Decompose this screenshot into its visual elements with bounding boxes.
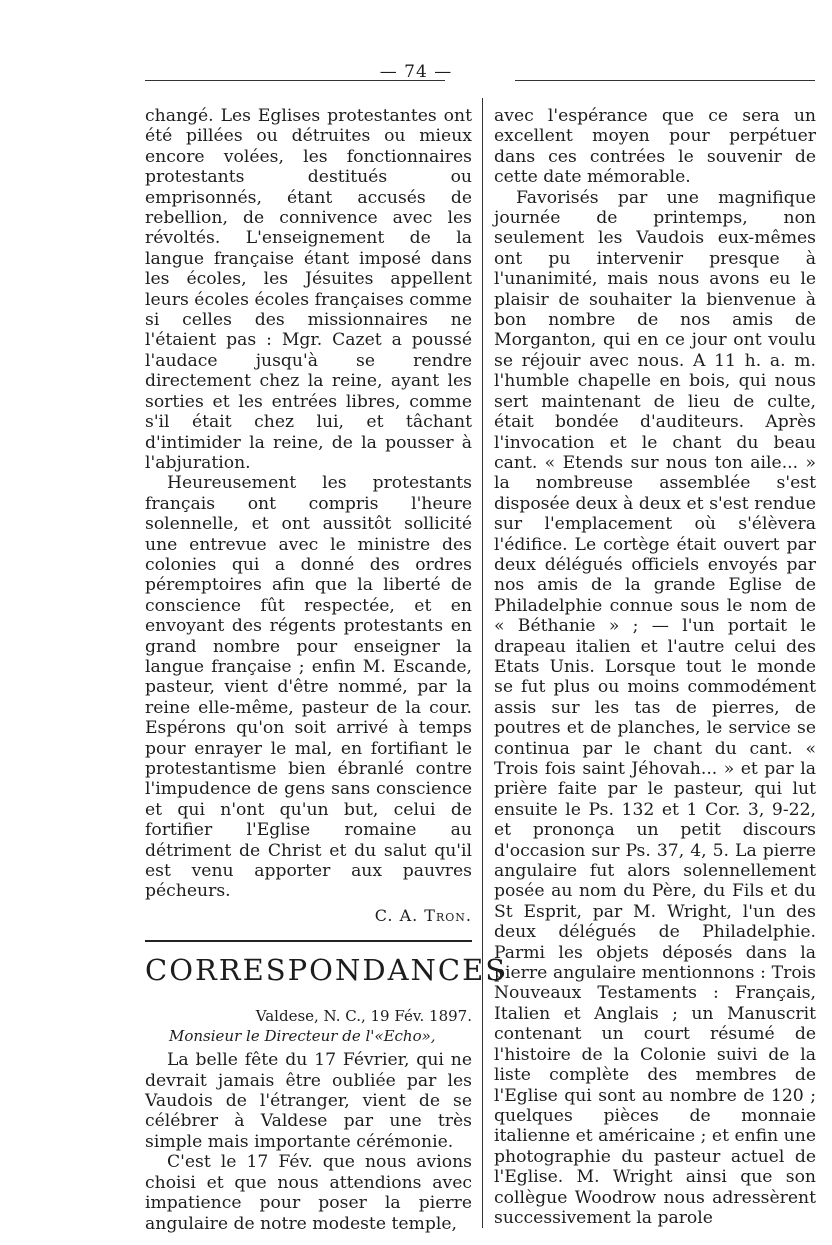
section-rule <box>145 940 472 942</box>
letter-paragraph: La belle fête du 17 Février, qui ne devrait jamais être oubliée par les Vaudois de l'étranger, vient de se célébrer à Valdese par une très simple mais importante cérémonie. <box>145 1050 472 1152</box>
right-column <box>494 106 816 1228</box>
article-signature: C. A. Tron. <box>374 905 472 925</box>
header-rule-left <box>145 80 445 81</box>
letter-paragraph: avec l'espérance que ce sera un excellent moyen pour perpétuer dans ces contrées le souvenir de cette date mémorable. <box>494 106 816 188</box>
left-column <box>145 106 508 1234</box>
letter-dateline: Valdese, N. C., 19 Fév. 1897. <box>255 1007 472 1026</box>
article-paragraph: Heureusement les protestants français ont compris l'heure solennelle, et ont aussitôt sollicité une entrevue avec le ministre des colonies qui a donné des ordres péremptoires afin que la liberté de conscience fût respectée, et en envoyant des régents protestants en grand nombre pour enseigner la langue française ; enfin M. Escande, pasteur, vient d'être nommé, par la reine elle-même, pasteur de la cour. Espérons qu'on soit arrivé à temps pour enrayer le mal, en fortifiant le protestantisme bien ébranlé contre l'impudence de gens sans conscience et qui n'ont qu'un but, celui de fortifier l'Eglise romaine au détriment de Christ et du salut qu'il est venu apporter aux pauvres pécheurs. <box>145 473 472 902</box>
header-rule-right <box>515 80 815 81</box>
letter-paragraph: Favorisés par une magnifique journée de printemps, non seulement les Vaudois eux-mêmes ont pu intervenir presque à l'unanimité, mais nous avons eu le plaisir de souhaiter la bienvenue à bon nombre de nos amis de Morganton, qui en ce jour ont voulu se réjouir avec nous. A 11 h. a. m. l'humble chapelle en bois, qui nous sert maintenant de lieu de culte, était bondée d'auditeurs. Après l'invocation et le chant du beau cant. « Etends sur nous ton aile... » la nombreuse assemblée s'est disposée deux à deux et s'est rendue sur l'emplacement où s'élèvera l'édifice. Le cortège était ouvert par deux délégués officiels envoyés par nos amis de la grande Eglise de Philadelphie connue sous le nom de « Béthanie » ; — l'un portait le drapeau italien et l'autre celui des Etats Unis. Lorsque tout le monde se fut plus ou moins commodément assis sur les tas de pierres, de poutres et de planches, le service se continua par le chant du cant. « Trois fois saint Jéhovah... » et par la prière faite par le pasteur, qui lut ensuite le Ps. 132 et 1 Cor. 3, 9-22, et prononça un petit discours d'occasion sur Ps. 37, 4, 5. La pierre angulaire fut alors solennellement posée au nom du Père, du Fils et du St Esprit, par M. Wright, l'un des deux délégués de Philadelphie. Parmi les objets déposés dans la pierre angulaire mentionnons : Trois Nouveaux Testaments : Français, Italien et Anglais ; un Manuscrit contenant un court résumé de l'histoire de la Colonie suivi de la liste complète des membres de l'Eglise qui sont au nombre de 120 ; quelques pièces de monnaie italienne et américaine ; et enfin une photographie du pasteur actuel de l'Eglise. M. Wright ainsi que son collègue Woodrow nous adressèrent successivement la parole <box>494 187 816 1228</box>
section-title: CORRESPONDANCES <box>145 953 508 988</box>
article-paragraph: changé. Les Eglises protestantes ont été pillées ou détruites ou mieux encore volées, les fonctionnaires protestants destitués ou emprisonnés, étant accusés de rebellion, de connivence avec les révoltés. L'enseignement de la langue française étant imposé dans les écoles, les Jésuites appellent leurs écoles écoles françaises comme si celles des missionnaires ne l'étaient pas : Mgr. Cazet a poussé l'audace jusqu'à se rendre directement chez la reine, ayant les sorties et les entrées libres, comme s'il était chez lui, et tâchant d'intimider la reine, de la pousser à l'abjuration. <box>145 106 472 473</box>
letter-paragraph: C'est le 17 Fév. que nous avions choisi et que nous attendions avec impatience pour poser la pierre angulaire de notre modeste temple, <box>145 1152 472 1234</box>
page-number: — 74 — <box>379 62 453 82</box>
letter-salutation: Monsieur le Directeur de l'«Echo», <box>169 1027 436 1046</box>
column-divider <box>482 98 483 1228</box>
